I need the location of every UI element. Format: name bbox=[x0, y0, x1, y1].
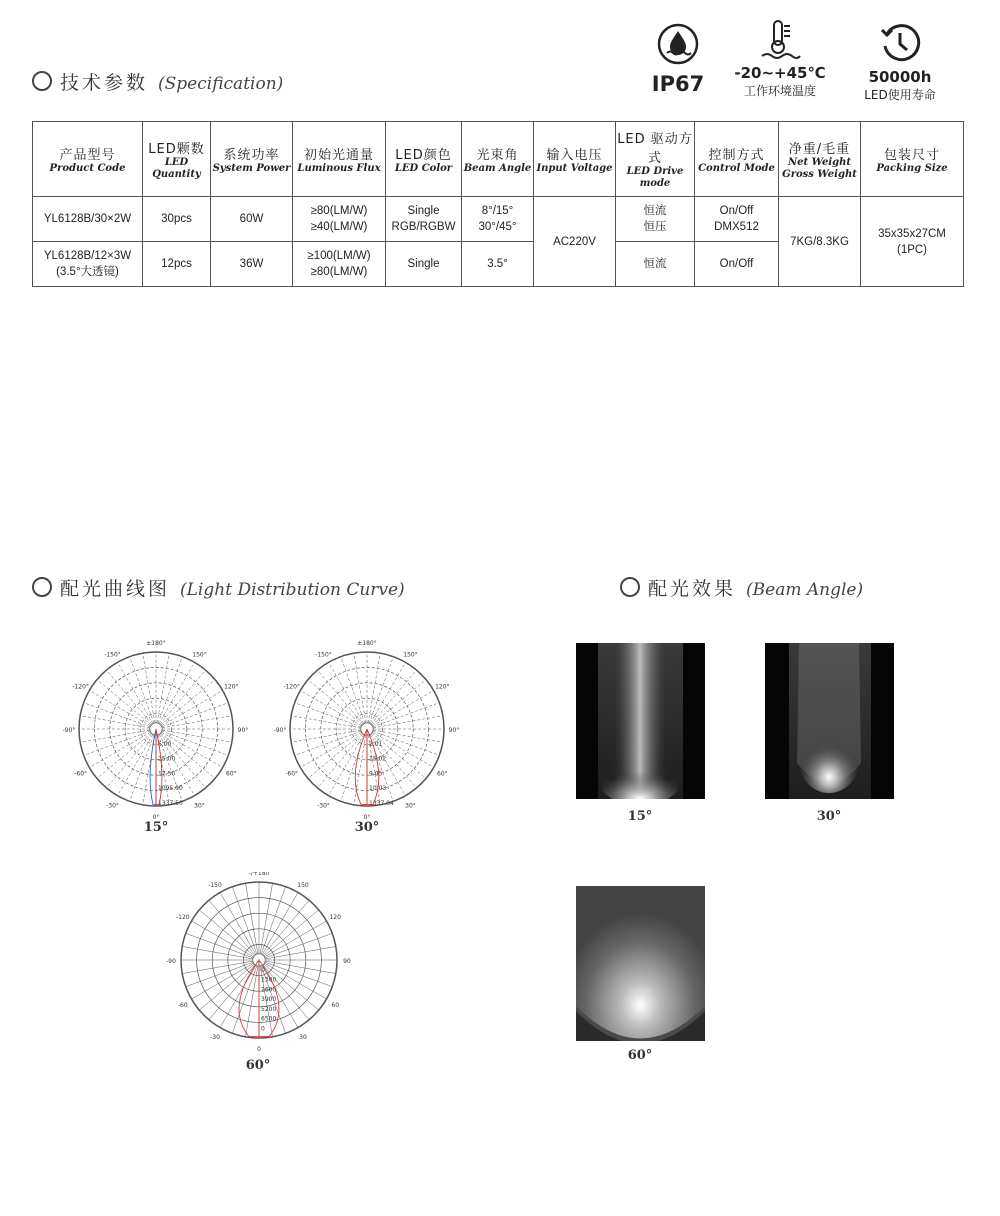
polar-angle-label: 90° bbox=[448, 727, 460, 734]
polar-angle-label: 0° bbox=[152, 814, 160, 820]
polar-angle-label: 150° bbox=[403, 651, 418, 659]
spec-title-cn: 技术参数 bbox=[60, 72, 149, 94]
header-control-mode: 控制方式 Control Mode bbox=[695, 122, 779, 197]
polar-chart-60 bbox=[160, 872, 360, 1057]
header-drive-mode: LED 驱动方式 LED Drive mode bbox=[616, 122, 695, 197]
polar-angle-label: -90 bbox=[166, 958, 176, 965]
polar-angle-label: 150 bbox=[297, 881, 309, 889]
polar-caption-30: 30° bbox=[354, 820, 380, 835]
polar-angle-label: 120° bbox=[435, 683, 450, 691]
beam-section-title: 配光效果 (Beam Angle) bbox=[620, 574, 863, 601]
polar-radial-label: 3900 bbox=[261, 996, 277, 1003]
polar-radial-label: 15.02 bbox=[369, 755, 387, 763]
polar-radial-label: 2600 bbox=[261, 986, 277, 994]
polar-angle-label: -60° bbox=[285, 770, 299, 778]
polar-angle-label: -120° bbox=[283, 683, 300, 691]
cell-color: Single bbox=[386, 242, 462, 287]
temperature-caption: 工作环境温度 bbox=[743, 84, 816, 98]
waterproof-icon bbox=[656, 22, 700, 66]
cell-qty: 30pcs bbox=[143, 197, 211, 242]
polar-angle-label: -30° bbox=[317, 802, 330, 810]
polar-radial-label: 2.01 bbox=[369, 740, 383, 748]
polar-angle-label: -30° bbox=[106, 802, 119, 810]
polar-angle-label: -60 bbox=[177, 1002, 188, 1009]
table-row bbox=[33, 197, 964, 242]
polar-radial-label: 5.00 bbox=[158, 740, 172, 748]
polar-angle-label: 150° bbox=[192, 651, 207, 659]
polar-angle-label: -/+180 bbox=[248, 872, 270, 877]
polar-angle-label: 90° bbox=[237, 727, 249, 734]
header-packing-size: 包装尺寸 Packing Size bbox=[861, 122, 964, 197]
polar-angle-label: 90 bbox=[343, 958, 351, 965]
polar-radial-label: 17.50 bbox=[158, 770, 176, 778]
polar-angle-label: -90° bbox=[62, 727, 76, 734]
beam-caption-30: 30° bbox=[816, 809, 842, 824]
header-luminous-flux: 初始光通量 Luminous Flux bbox=[293, 122, 386, 197]
polar-chart-30 bbox=[268, 640, 478, 820]
header-led-color: LED颜色 LED Color bbox=[386, 122, 462, 197]
beam-image-60 bbox=[576, 886, 705, 1041]
polar-angle-label: 30° bbox=[405, 802, 416, 810]
header-system-power: 系统功率 System Power bbox=[211, 122, 293, 197]
polar-angle-label: 60° bbox=[226, 770, 237, 778]
lifetime-feature bbox=[852, 22, 948, 103]
polar-angle-label: 30° bbox=[194, 802, 205, 810]
clock-icon bbox=[879, 22, 921, 64]
cell-color: Single RGB/RGBW bbox=[386, 197, 462, 242]
cell-control: On/Off bbox=[695, 242, 779, 287]
cell-power: 60W bbox=[211, 197, 293, 242]
polar-radial-label: 1300 bbox=[261, 976, 277, 984]
polar-radial-label: 1337.04 bbox=[369, 800, 394, 808]
beam-image-30 bbox=[765, 643, 894, 799]
polar-angle-label: -150° bbox=[315, 651, 332, 659]
polar-angle-label: -150 bbox=[208, 881, 222, 889]
polar-angle-label: -60° bbox=[74, 770, 88, 778]
cell-weight: 7KG/8.3KG bbox=[779, 197, 861, 287]
polar-angle-label: 30 bbox=[299, 1034, 307, 1042]
cell-flux: ≥80(LM/W) ≥40(LM/W) bbox=[293, 197, 386, 242]
lifetime-hours-label: 50000h bbox=[868, 68, 932, 86]
polar-radial-label: 1337.50 bbox=[158, 800, 183, 808]
polar-angle-label: 120° bbox=[224, 683, 239, 691]
cell-code: YL6128B/30×2W bbox=[33, 197, 143, 242]
polar-radial-label: 1095.00 bbox=[158, 785, 183, 793]
polar-angle-label: 60° bbox=[437, 770, 448, 778]
polar-angle-label: ±180° bbox=[146, 640, 166, 647]
circle-bullet-icon bbox=[620, 577, 640, 597]
polar-angle-label: 120 bbox=[329, 914, 341, 921]
polar-chart-15 bbox=[55, 640, 265, 820]
distribution-curve bbox=[239, 960, 259, 1036]
polar-radial-label: 6500 bbox=[261, 1015, 277, 1023]
spec-title-en: (Specification) bbox=[158, 74, 284, 94]
polar-angle-label: ±180° bbox=[357, 640, 377, 647]
polar-caption-60: 60° bbox=[245, 1058, 271, 1073]
cell-qty: 12pcs bbox=[143, 242, 211, 287]
polar-radial-label: 0 bbox=[261, 966, 265, 974]
polar-angle-label: 0° bbox=[363, 814, 371, 820]
cell-drive: 恒流 恒压 bbox=[616, 197, 695, 242]
beam-caption-15: 15° bbox=[627, 809, 653, 824]
table-header-row bbox=[33, 122, 964, 197]
spec-table bbox=[32, 121, 964, 287]
header-input-voltage: 输入电压 Input Voltage bbox=[534, 122, 616, 197]
beam-caption-60: 60° bbox=[627, 1048, 653, 1063]
polar-caption-15: 15° bbox=[143, 820, 169, 835]
polar-radial-label: 10.03 bbox=[369, 785, 387, 793]
header-beam-angle: 光束角 Beam Angle bbox=[462, 122, 534, 197]
beam-image-15 bbox=[576, 643, 705, 799]
cell-angle: 3.5° bbox=[462, 242, 534, 287]
cell-voltage: AC220V bbox=[534, 197, 616, 287]
cell-power: 36W bbox=[211, 242, 293, 287]
lifetime-caption: LED使用寿命 bbox=[864, 88, 936, 102]
ldc-section-title: 配光曲线图 (Light Distribution Curve) bbox=[32, 574, 405, 601]
polar-angle-label: -120 bbox=[175, 914, 190, 921]
polar-angle-label: 60 bbox=[331, 1002, 340, 1009]
polar-angle-label: -150° bbox=[104, 651, 121, 659]
cell-drive: 恒流 bbox=[616, 242, 695, 287]
cell-angle: 8°/15° 30°/45° bbox=[462, 197, 534, 242]
polar-radial-label: 25.00 bbox=[158, 755, 176, 763]
polar-radial-label: 5200 bbox=[261, 1005, 277, 1013]
header-product-code: 产品型号 Product Code bbox=[33, 122, 143, 197]
ip67-feature bbox=[646, 22, 710, 96]
cell-control: On/Off DMX512 bbox=[695, 197, 779, 242]
spec-section-title bbox=[32, 68, 283, 95]
header-weight: 净重/毛重 Net Weight Gross Weight bbox=[779, 122, 861, 197]
cell-packing: 35x35x27CM (1PC) bbox=[861, 197, 964, 287]
header-led-quantity: LED颗数 LED Quantity bbox=[143, 122, 211, 197]
temperature-feature bbox=[732, 18, 828, 99]
temperature-range-label: -20~+45℃ bbox=[734, 64, 826, 82]
polar-angle-label: -30 bbox=[210, 1034, 220, 1042]
polar-angle-label: -120° bbox=[72, 683, 89, 691]
polar-radial-label: 0 bbox=[261, 1025, 265, 1033]
distribution-curve bbox=[150, 729, 156, 804]
ip-rating-label: IP67 bbox=[651, 72, 705, 96]
polar-angle-label: -90° bbox=[273, 727, 287, 734]
polar-radial-label: 9.05 bbox=[369, 770, 383, 778]
circle-bullet-icon bbox=[32, 71, 52, 91]
circle-bullet-icon bbox=[32, 577, 52, 597]
polar-angle-label: 0 bbox=[257, 1046, 261, 1053]
cell-flux: ≥100(LM/W) ≥80(LM/W) bbox=[293, 242, 386, 287]
cell-code: YL6128B/12×3W (3.5°大透镜) bbox=[33, 242, 143, 287]
thermometer-icon bbox=[758, 18, 802, 60]
